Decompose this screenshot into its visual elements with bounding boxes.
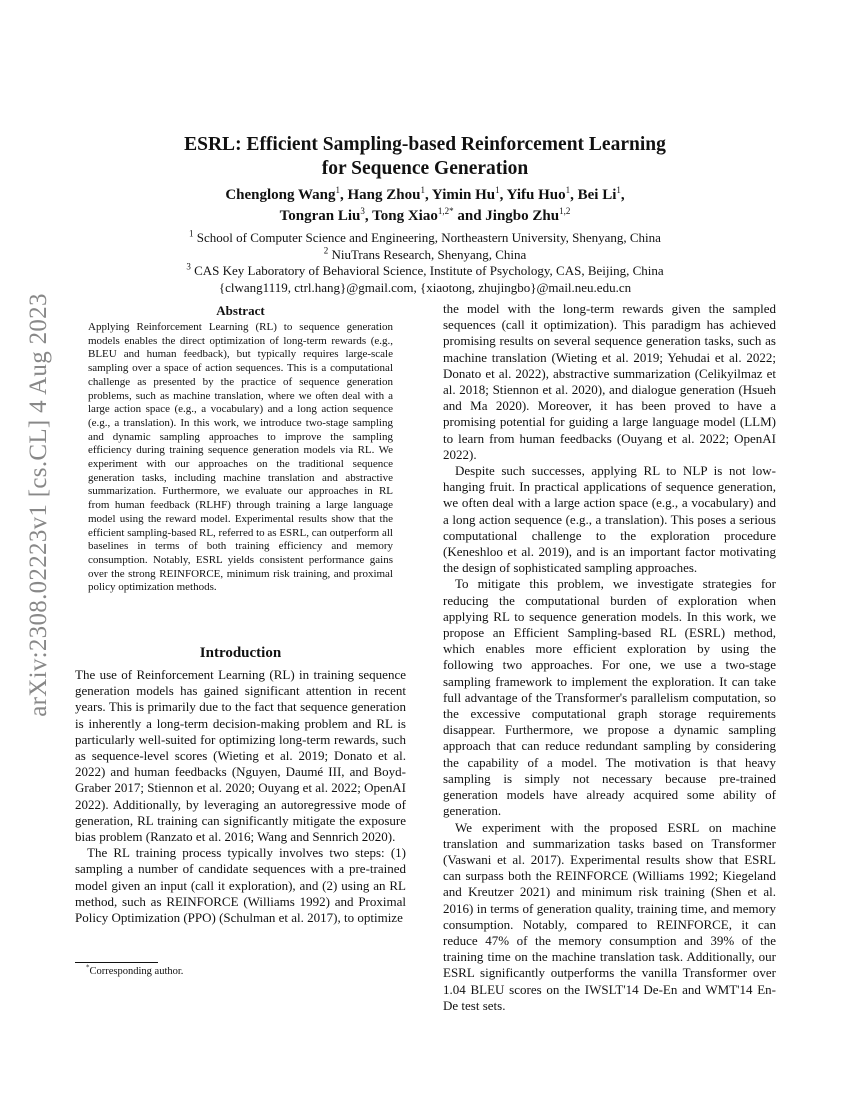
left-column-body — [75, 667, 406, 926]
author-name: Tongran Liu — [279, 208, 361, 224]
title-line-1: ESRL: Efficient Sampling-based Reinforcement Learning — [184, 134, 666, 155]
author-affil-mark: 1,2 — [559, 206, 571, 216]
right-paragraph-2: Despite such successes, applying RL to NLP is not low-hanging fruit. In practical applications of sequence generation, we often deal with a large action space (e.g., a vocabulary) and a long action sequence (e.g., a translation). This poses a serious computational challenge to the exploration procedure (Keneshloo et al. 2019), and is an important factor motivating the design of sophisticated sampling approaches. — [443, 463, 776, 576]
author-affil-mark: 1,2* — [437, 206, 454, 216]
affiliation-1: $^1$ School of Computer Science and Engineering, Northeastern University, Shenyang, China — [189, 228, 661, 245]
footnote-text: Corresponding author. — [89, 966, 184, 977]
author-affil-mark: 1 — [420, 185, 425, 195]
footnote-marker: * — [86, 963, 90, 972]
author-affil-mark: 1 — [335, 185, 341, 195]
right-paragraph-4: We experiment with the proposed ESRL on machine translation and summarization tasks based on Transformer (Vaswani et al. 2017). Experimental results show that ESRL can surpass both the REINFORCE (Williams 1992; Kiegeland and Kreutzer 2021) and minimum risk training (Shen et al. 2016) in terms of generation quality, training time, and memory consumption. Notably, compared to REINFORCE, it can reduce 47% of the memory consumption and 39% of the training time on the machine translation task. Additionally, our ESRL significantly outperforms the vanilla Transformer over 1.04 BLEU scores on the IWSLT'14 De-En and WMT'14 En-De test sets. — [443, 819, 776, 1013]
author-line-2: Tongran Liu$^3$, Tong Xiao$^{1,2*}$ and Jingbo Zhu$^{1,2}$ — [279, 206, 571, 224]
footnote — [86, 963, 184, 977]
author-affil-mark: 3 — [360, 206, 365, 216]
paper-title — [100, 133, 750, 181]
author-name: Jingbo Zhu — [485, 208, 560, 224]
author-line-1: Chenglong Wang$^1$, Hang Zhou$^1$, Yimin Hu$^1$, Yifu Huo$^1$, Bei Li$^1$, — [225, 185, 625, 203]
arxiv-sidebar — [22, 0, 56, 1100]
affiliation-3: $^3$ CAS Key Laboratory of Behavioral Science, Institute of Psychology, CAS, Beijing, China — [186, 261, 664, 278]
affiliation-2: $^2$ NiuTrans Research, Shenyang, China — [323, 245, 527, 262]
author-affil-mark: 1 — [565, 185, 571, 195]
title-line-2: for Sequence Generation — [321, 158, 529, 179]
arxiv-identifier: arXiv:2308.02223v1 [cs.CL] 4 Aug 2023 — [25, 293, 52, 717]
right-column-body — [443, 301, 776, 1014]
right-paragraph-1: the model with the long-term rewards given the sampled sequences (call it optimization). This paradigm has achieved promising results on several sequence generation tasks, such as machine translation (Wieting et al. 2019; Yehudai et al. 2022; Donato et al. 2022), abstractive summarization (Celikyilmaz et al. 2018; Stiennon et al. 2020), and dialogue generation (Hsueh and Ma 2020). Moreover, it has been proved to have a promising potential for guiding a large language model (LLM) to learn from human feedbacks (Ouyang et al. 2022; OpenAI 2022). — [443, 301, 776, 462]
intro-paragraph-1: The use of Reinforcement Learning (RL) in training sequence generation models has gained significant attention in recent years. This is primarily due to the fact that sequence generation is inherently a long-term decision-making problem and RL is particularly well-suited for optimizing long-term rewards, such as sequence-level scores (Wieting et al. 2019; Donato et al. 2022) and human feedbacks (Nguyen, Daumé III, and Boyd-Graber 2017; Stiennon et al. 2020; Ouyang et al. 2022; OpenAI 2022). Additionally, by leveraging an autoregressive mode of generation, RL training can significantly mitigate the exposure bias problem (Ranzato et al. 2016; Wang and Sennrich 2020). — [75, 667, 406, 845]
right-paragraph-3: To mitigate this problem, we investigate strategies for reducing the computational burden of exploration when applying RL to sequence generation models. In this work, we propose an Efficient Sampling-based RL (ESRL) method, which enables more efficient exploration by using the following two approaches. For one, we use a two-stage sampling framework to implement the exploration. It can take full advantage of the Transformer's parallelism computation, so the excessive computational graph storage requirements disappear. Furthermore, we propose a dynamic sampling approach that can reduce redundant sampling by considering the capability of a model. The motivation is that heavy sampling is simply not necessary because pre-trained generation models have already acquired some ability of generation. — [443, 576, 776, 819]
author-name: Bei Li — [577, 187, 617, 203]
author-name: Chenglong Wang — [225, 187, 336, 203]
abstract-text: Applying Reinforcement Learning (RL) to sequence generation models enables the direct optimization of long-term rewards (e.g., BLEU and human feedback), but typically requires large-scale sampling over a space of action sequences. This is a computational challenge as presented by the practice of sequence generation problems, such as machine translation, where we often deal with a large action space (e.g., a vocabulary) and a long action sequence (e.g., a translation). In this work, we introduce two-stage sampling and dynamic sampling approaches to improve the sampling efficiency during training sequence generation models via RL. We experiment with our approaches on the traditional sequence generation tasks, including machine translation and abstractive summarization. Furthermore, we evaluate our approaches in RL from human feedback (RLHF) through training a large language model using the reward model. Experimental results show that the efficient sampling-based RL, referred to as ESRL, can outperform all baselines in terms of both training efficiency and memory consumption. Notably, ESRL yields consistent performance gains over the strong REINFORCE, minimum risk training, and proximal policy optimization methods. — [88, 321, 393, 594]
author-affil-mark: 1 — [495, 185, 500, 195]
author-affil-mark: 1 — [616, 185, 621, 195]
author-emails: {clwang1119, ctrl.hang}@gmail.com, {xiaotong, zhujingbo}@mail.neu.edu.cn — [218, 279, 632, 295]
introduction-heading: Introduction — [199, 645, 282, 661]
intro-paragraph-2: The RL training process typically involves two steps: (1) sampling a number of candidate sequences with a pre-trained model given an input (call it exploration), and (2) using an RL method, such as REINFORCE (Williams 1992) and Proximal Policy Optimization (PPO) (Schulman et al. 2017), to optimize — [75, 845, 406, 926]
abstract-heading: Abstract — [216, 303, 265, 318]
author-name: Yimin Hu — [431, 187, 496, 203]
author-name: Hang Zhou — [347, 187, 421, 203]
author-name: Yifu Huo — [506, 187, 566, 203]
author-list — [100, 185, 750, 227]
affiliations — [100, 230, 750, 296]
author-name: Tong Xiao — [372, 208, 438, 224]
